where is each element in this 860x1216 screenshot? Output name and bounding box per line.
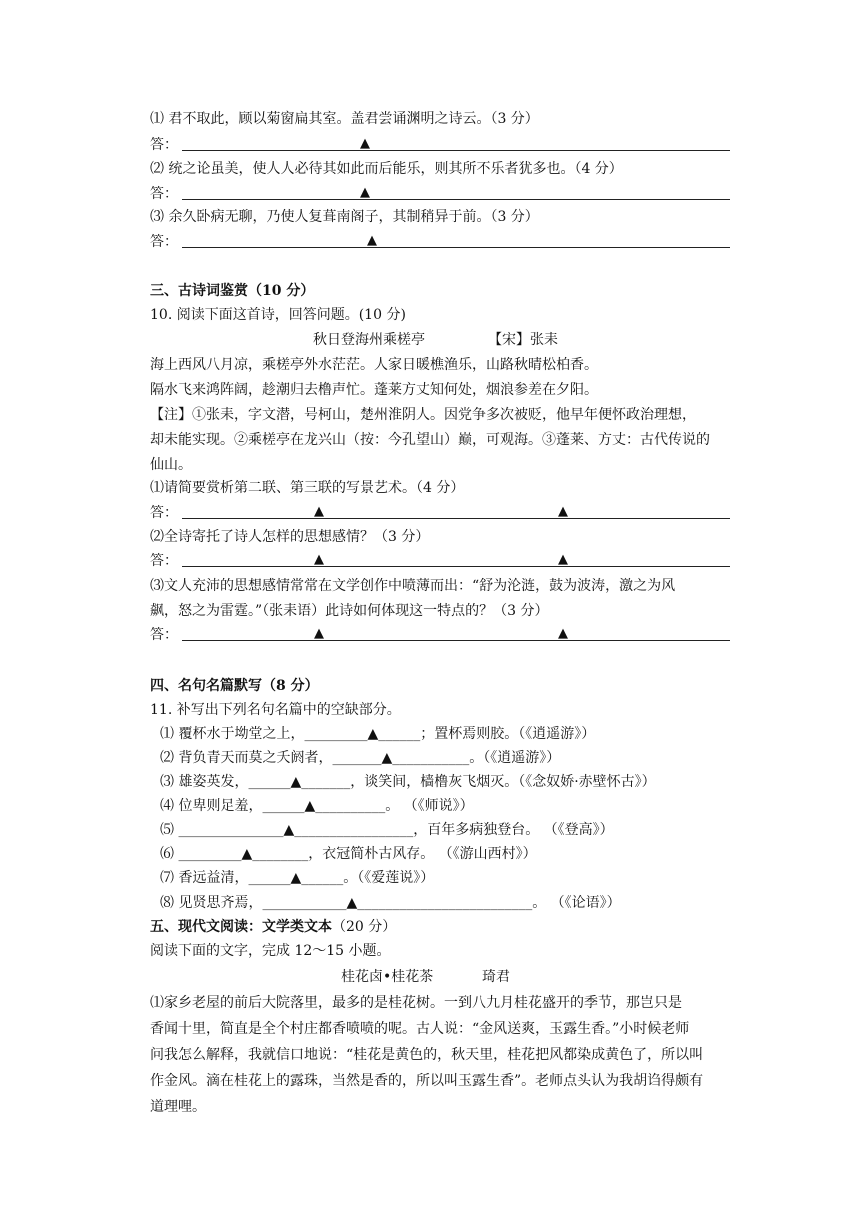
triangle-marker-icon: ▲ [304, 798, 316, 814]
article-title: 桂花卤•桂花茶 [341, 969, 434, 985]
answer-line[interactable] [182, 640, 730, 641]
item-prefix: 雄姿英发， [178, 774, 249, 790]
section-4-heading: 四、名句名篇默写（8 分） [150, 678, 319, 694]
article-paragraph-line: 作金风。滴在桂花上的露珠，当然是香的，所以叫玉露生香”。老师点头认为我胡诌得颇有 [150, 1073, 704, 1089]
item-prefix: 背负青天而莫之夭阏者， [178, 750, 333, 766]
fill-blank[interactable]: ___________ [392, 750, 470, 766]
fill-blank[interactable]: ______ [248, 774, 291, 790]
fill-blank[interactable]: ______ [301, 870, 344, 886]
item-prefix: 见贤思齐焉， [178, 895, 263, 911]
answer-label: 答： [150, 137, 178, 153]
section-5-heading-score: （20 分） [332, 919, 397, 935]
fill-blank[interactable]: _______ [332, 750, 382, 766]
note-line-2: 却未能实现。②乘槎亭在龙兴山（按：今孔望山）巅，可观海。③蓬莱、方丈：古代传说的 [150, 432, 710, 448]
answer-line[interactable] [182, 150, 730, 151]
answer-line[interactable] [182, 566, 730, 567]
item-suffix: ；置杯焉则胶。（《逍遥游》） [420, 726, 596, 742]
fill-blank[interactable]: ________ [252, 846, 309, 862]
question-11: 11. 补写出下列名句名篇中的空缺部分。 [150, 702, 401, 718]
sub-question-3-line-1: ⑶文人充沛的思想感情常常在文学创作中喷薄而出：“舒为沦涟，鼓为波涛，激之为风 [150, 578, 676, 594]
article-paragraph-line: 道理哩。 [150, 1099, 206, 1115]
item-number: ⑶ [160, 774, 174, 790]
question-3: ⑶ 余久卧病无聊，乃使人复葺南阁子，其制稍异于前。（3 分） [150, 209, 539, 225]
sub-question-2: ⑵全诗寄托了诗人怎样的思想感情？（3 分） [150, 529, 430, 545]
fill-blank[interactable]: ____________ [262, 895, 347, 911]
question-1: ⑴ 君不取此，顾以菊窗扁其室。盖君尝诵渊明之诗云。（3 分） [150, 111, 539, 127]
triangle-marker-icon: ▲ [241, 846, 253, 862]
poem-line-1: 海上西风八月凉，乘槎亭外水茫茫。人家日暖樵渔乐，山路秋晴松柏香。 [150, 357, 598, 373]
article-author: 琦君 [482, 969, 510, 985]
item-number: ⑹ [160, 846, 174, 862]
triangle-marker-icon: ▲ [558, 504, 568, 519]
section-5-heading-genre: 文学类文本 [262, 919, 332, 935]
triangle-marker-icon: ▲ [290, 774, 302, 790]
poem-author: 【宋】张耒 [488, 332, 558, 348]
recitation-item-1 [160, 724, 595, 744]
fill-blank[interactable]: _________ [178, 846, 242, 862]
item-suffix: 。（《爱莲说》） [343, 870, 435, 886]
note-line-1: 【注】①张耒，字文潜，号柯山，楚州淮阴人。因党争多次被贬，他早年便怀政治理想， [150, 407, 696, 423]
answer-label: 答： [150, 505, 178, 521]
triangle-marker-icon: ▲ [314, 504, 324, 519]
item-prefix: 香远益清， [178, 870, 249, 886]
section-5-intro: 阅读下面的文字，完成 12～15 小题。 [150, 943, 391, 959]
triangle-marker-icon: ▲ [360, 136, 370, 151]
triangle-marker-icon: ▲ [558, 552, 568, 567]
fill-blank[interactable]: _________________________ [357, 895, 533, 911]
sub-question-3-line-2: 飙，怒之为雷霆。”（张耒语）此诗如何体现这一特点的？（3 分） [150, 603, 549, 619]
item-number: ⑸ [160, 822, 174, 838]
triangle-marker-icon: ▲ [381, 750, 393, 766]
triangle-marker-icon: ▲ [290, 870, 302, 886]
answer-label: 答： [150, 627, 178, 643]
fill-blank[interactable]: _________________ [294, 822, 414, 838]
answer-label: 答： [150, 186, 178, 202]
recitation-item-4 [160, 796, 474, 816]
fill-blank[interactable]: _______ [301, 774, 351, 790]
item-suffix: ，百年多病独登台。 （《登高》） [413, 822, 614, 838]
poem-title: 秋日登海州乘槎亭 [313, 332, 425, 348]
section-5-heading [150, 917, 396, 937]
fill-blank[interactable]: ______ [262, 798, 305, 814]
recitation-item-5 [160, 820, 614, 840]
triangle-marker-icon: ▲ [314, 552, 324, 567]
article-paragraph-line: ⑴家乡老屋的前后大院落里，最多的是桂花树。一到八九月桂花盛开的季节，那岂只是 [150, 995, 682, 1011]
section-3-heading: 三、古诗词鉴赏（10 分） [150, 283, 315, 299]
item-suffix: 。 （《论语》） [532, 895, 621, 911]
answer-label: 答： [150, 553, 178, 569]
answer-line[interactable] [182, 247, 730, 248]
item-prefix: 覆杯水于坳堂之上， [178, 726, 305, 742]
question-10: 10. 阅读下面这首诗，回答问题。(10 分) [150, 307, 406, 323]
sub-question-1: ⑴请简要赏析第二联、第三联的写景艺术。（4 分） [150, 480, 465, 496]
note-line-3: 仙山。 [150, 457, 192, 473]
item-number: ⑴ [160, 726, 174, 742]
triangle-marker-icon: ▲ [346, 895, 358, 911]
fill-blank[interactable]: _________ [304, 726, 368, 742]
recitation-item-8 [160, 893, 621, 913]
item-suffix: 。 （《师说》） [385, 798, 474, 814]
answer-label: 答： [150, 234, 178, 250]
item-number: ⑵ [160, 750, 174, 766]
answer-line[interactable] [182, 199, 730, 200]
triangle-marker-icon: ▲ [283, 822, 295, 838]
article-paragraph-line: 香闻十里，简直是全个村庄都香喷喷的呢。古人说：“金风送爽，玉露生香。”小时候老师 [150, 1021, 690, 1037]
item-suffix: 。（《逍遥游》） [469, 750, 561, 766]
triangle-marker-icon: ▲ [367, 726, 379, 742]
recitation-item-6 [160, 844, 537, 864]
item-prefix: 位卑则足羞， [178, 798, 263, 814]
item-number: ⑻ [160, 895, 174, 911]
triangle-marker-icon: ▲ [558, 626, 568, 641]
fill-blank[interactable]: ______ [378, 726, 421, 742]
item-suffix: ，谈笑间，樯橹灰飞烟灭。（《念奴娇·赤壁怀古》） [350, 774, 656, 790]
fill-blank[interactable]: __________ [315, 798, 386, 814]
triangle-marker-icon: ▲ [360, 185, 370, 200]
recitation-item-7 [160, 868, 434, 888]
recitation-item-2 [160, 748, 560, 768]
article-paragraph-line: 问我怎么解释，我就信口地说：“桂花是黄色的，秋天里，桂花把风都染成黄色了，所以叫 [150, 1047, 704, 1063]
triangle-marker-icon: ▲ [314, 626, 324, 641]
section-5-heading-prefix: 五、现代文阅读： [150, 919, 262, 935]
poem-line-2: 隔水飞来鸿阵阔，趁潮归去橹声忙。蓬莱方丈知何处，烟浪参差在夕阳。 [150, 382, 598, 398]
item-number: ⑺ [160, 870, 174, 886]
recitation-item-3 [160, 772, 656, 792]
fill-blank[interactable]: _______________ [178, 822, 284, 838]
fill-blank[interactable]: ______ [248, 870, 291, 886]
triangle-marker-icon: ▲ [367, 233, 377, 248]
answer-line[interactable] [182, 518, 730, 519]
item-number: ⑷ [160, 798, 174, 814]
question-2: ⑵ 统之论虽美，使人人必待其如此而后能乐，则其所不乐者犹多也。（4 分） [150, 161, 623, 177]
item-suffix: ，衣冠简朴古风存。 （《游山西村》） [308, 846, 537, 862]
